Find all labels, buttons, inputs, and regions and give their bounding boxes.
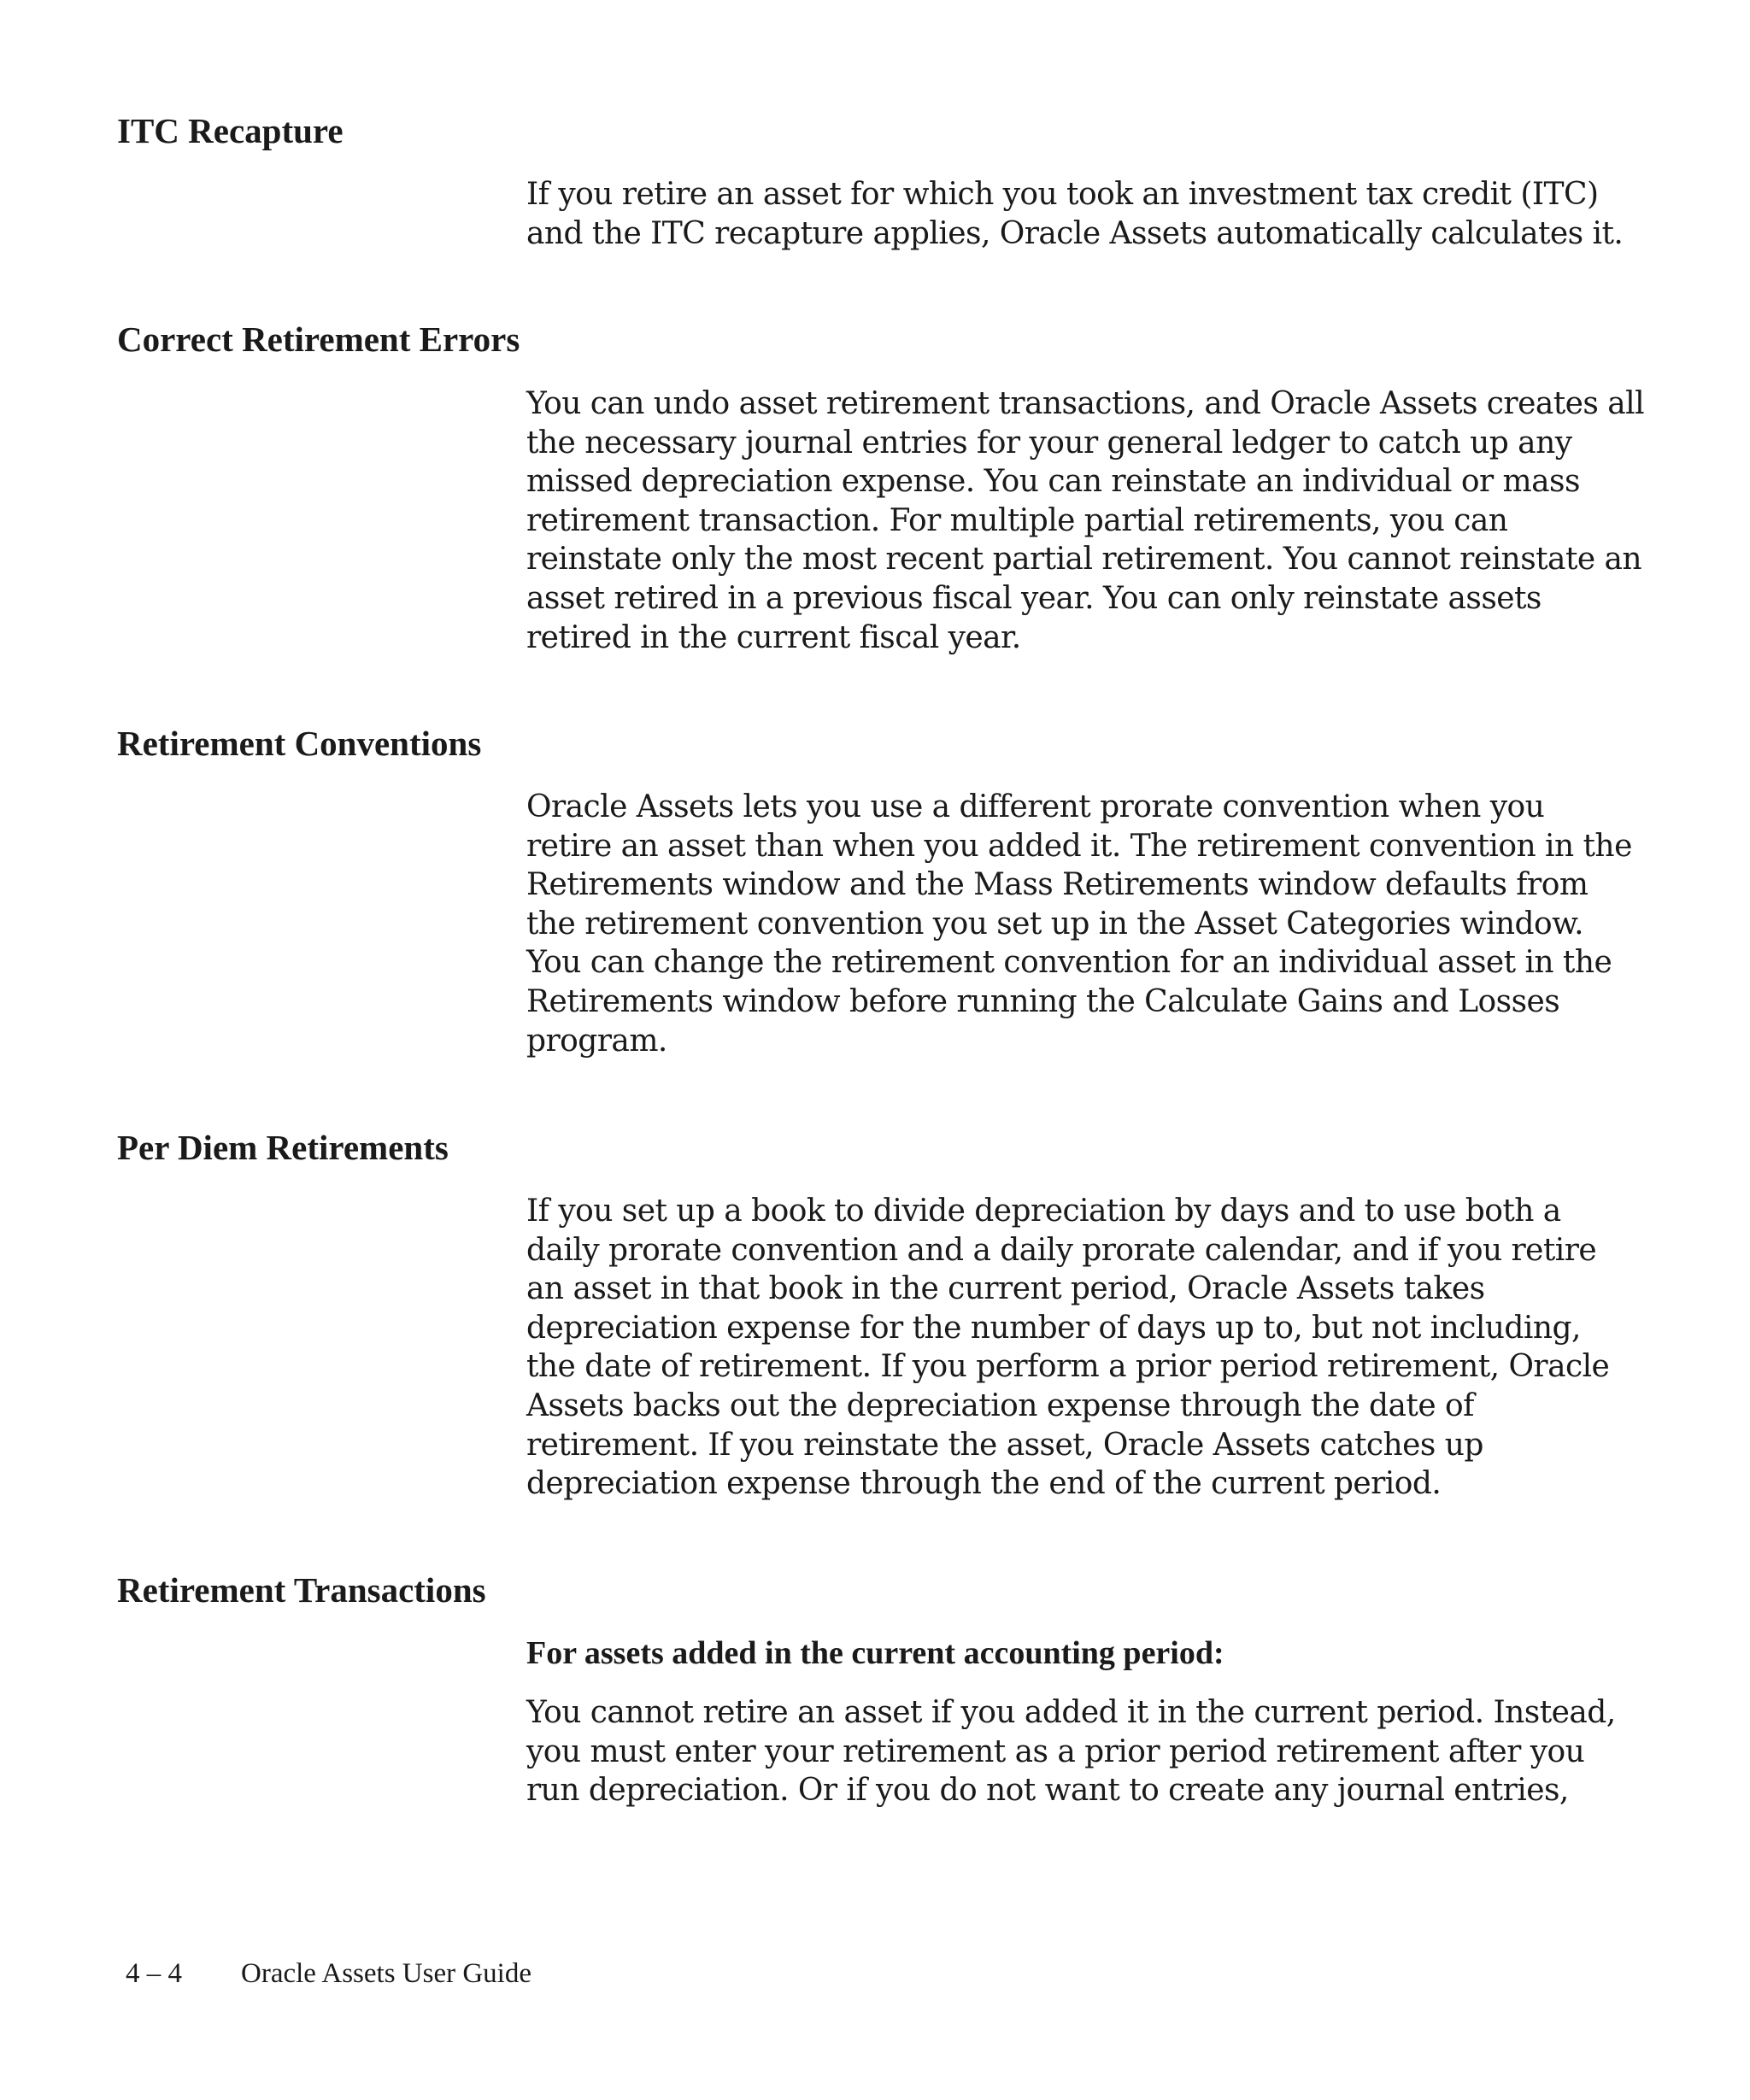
paragraph-line: If you retire an asset for which you took an investment tax credit (ITC) [526,177,1599,212]
footer-page-number: 4 – 4 [126,1958,182,1989]
subheading-current-period-assets: For assets added in the current accounting period: [526,1635,1224,1671]
section-heading-per-diem-retirements: Per Diem Retirements [117,1128,449,1167]
paragraph-per-diem-retirements [526,1192,1610,1504]
paragraph-line: you must enter your retirement as a prior period retirement after you [526,1733,1585,1769]
paragraph-line: depreciation expense through the end of the current period. [526,1466,1442,1502]
paragraph-line: program. [526,1023,667,1059]
paragraph-line: the date of retirement. If you perform a prior period retirement, Oracle [526,1349,1610,1385]
paragraph-line: asset retired in a previous fiscal year. You can only reinstate assets [526,580,1542,616]
paragraph-line: the necessary journal entries for your general ledger to catch up any [526,425,1572,460]
paragraph-line: Retirements window and the Mass Retirements window defaults from [526,867,1589,903]
paragraph-line: and the ITC recapture applies, Oracle Assets automatically calculates it. [526,215,1624,251]
paragraph-retirement-conventions [526,788,1632,1060]
section-heading-retirement-transactions: Retirement Transactions [117,1570,486,1610]
section-heading-retirement-conventions: Retirement Conventions [117,724,482,763]
paragraph-line: missed depreciation expense. You can reinstate an individual or mass [526,464,1580,500]
paragraph-line: retirement. If you reinstate the asset, Oracle Assets catches up [526,1427,1483,1463]
paragraph-line: run depreciation. Or if you do not want to create any journal entries, [526,1773,1569,1809]
paragraph-line: retired in the current fiscal year. [526,619,1021,655]
paragraph-correct-retirement-errors [526,384,1645,657]
footer-book-title: Oracle Assets User Guide [241,1958,531,1989]
paragraph-line: daily prorate convention and a daily prorate calendar, and if you retire [526,1232,1597,1268]
paragraph-line: depreciation expense for the number of days up to, but not including, [526,1310,1581,1346]
paragraph-line: Oracle Assets lets you use a different prorate convention when you [526,789,1545,824]
paragraph-line: Retirements window before running the Calculate Gains and Losses [526,983,1560,1019]
paragraph-line: If you set up a book to divide depreciation by days and to use both a [526,1194,1561,1229]
paragraph-line: retire an asset than when you added it. The retirement convention in the [526,828,1632,864]
paragraph-line: an asset in that book in the current period, Oracle Assets takes [526,1271,1485,1307]
paragraph-line: reinstate only the most recent partial retirement. You cannot reinstate an [526,542,1642,578]
paragraph-line: You can undo asset retirement transactions, and Oracle Assets creates all [526,386,1645,421]
paragraph-line: the retirement convention you set up in the Asset Categories window. [526,906,1584,941]
paragraph-itc-recapture [526,175,1624,253]
paragraph-retirement-transactions [526,1693,1616,1810]
section-heading-correct-retirement-errors: Correct Retirement Errors [117,320,520,359]
paragraph-line: You can change the retirement convention for an individual asset in the [526,945,1612,981]
paragraph-line: Assets backs out the depreciation expense through the date of [526,1387,1474,1423]
paragraph-line: You cannot retire an asset if you added it in the current period. Instead, [526,1695,1616,1730]
paragraph-line: retirement transaction. For multiple partial retirements, you can [526,502,1508,538]
section-heading-itc-recapture: ITC Recapture [117,111,344,150]
